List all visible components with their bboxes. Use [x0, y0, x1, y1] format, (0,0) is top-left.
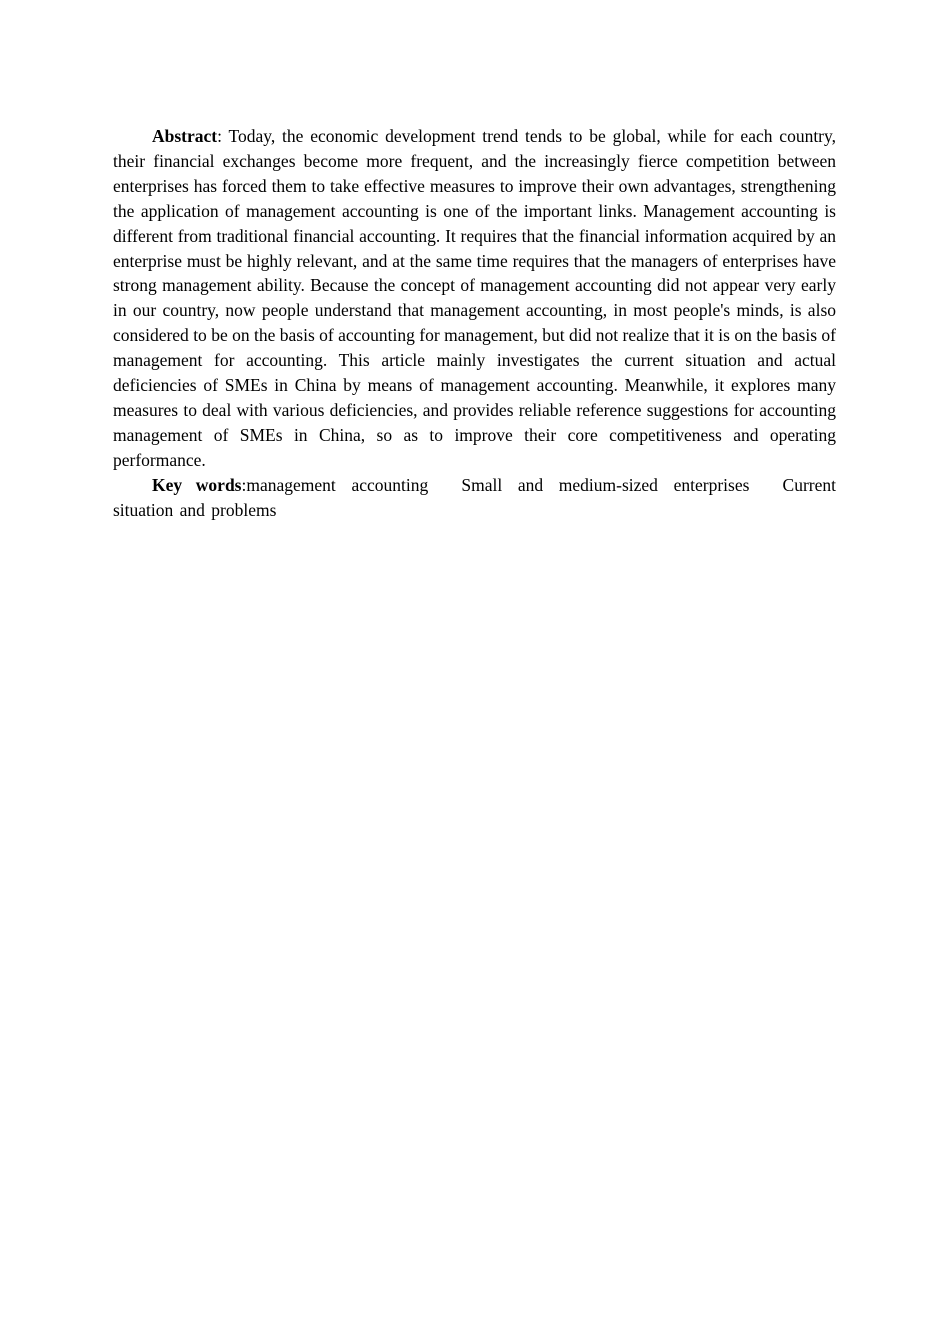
keywords-text: management accounting Small and medium-sized enterprises Current situation and problems	[113, 474, 837, 520]
abstract-label: Abstract	[152, 126, 218, 146]
keywords-paragraph	[113, 473, 836, 523]
abstract-paragraph	[113, 124, 836, 473]
keywords-separator: :	[241, 474, 247, 495]
abstract-separator: :	[217, 126, 229, 146]
abstract-section	[113, 124, 836, 523]
keywords-label: Key words	[152, 474, 242, 495]
abstract-text: Today, the economic development trend tends to be global, while for each country, their financial exchanges become more frequent, and the increasingly fierce competition between enterprises has forced them to take effective measures to improve their own advantages, strengthening the application of management accounting is one of the important links. Management accounting is different from traditional financial accounting. It requires that the financial information acquired by an enterprise must be highly relevant, and at the same time requires that the managers of enterprises have strong management ability. Because the concept of management accounting did not appear very early in our country, now people understand that management accounting, in most people's minds, is also considered to be on the basis of accounting for management, but did not realize that it is on the basis of management for accounting. This article mainly investigates the current situation and actual deficiencies of SMEs in China by means of management accounting. Meanwhile, it explores many measures to deal with various deficiencies, and provides reliable reference suggestions for accounting management of SMEs in China, so as to improve their core competitiveness and operating performance.	[113, 126, 836, 470]
